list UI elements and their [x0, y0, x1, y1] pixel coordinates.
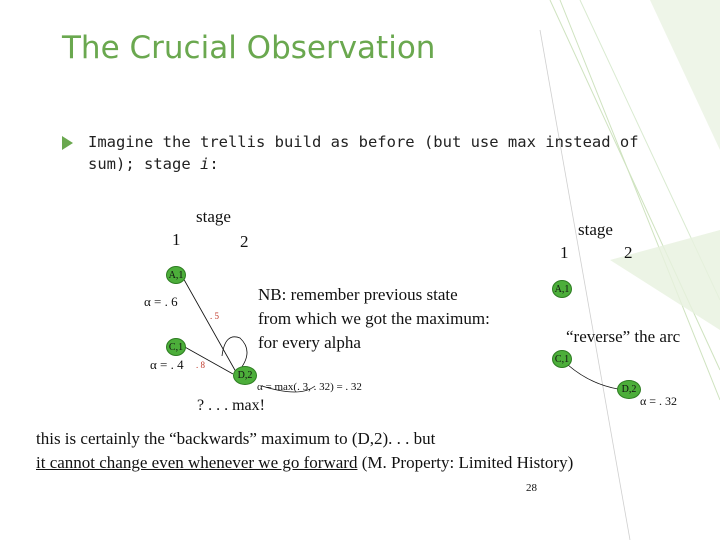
right-reverse-label: “reverse” the arc — [566, 327, 681, 346]
bullet-colon: : — [209, 155, 219, 173]
left-stage-num-2: 2 — [240, 232, 249, 251]
left-alpha-a: α = . 6 — [144, 294, 178, 309]
left-alpha-c: α = . 4 — [150, 357, 184, 372]
left-node-d2: D,2 — [233, 366, 257, 385]
left-node-a1: A,1 — [166, 266, 186, 284]
left-edge-label-a-d: . 5 — [210, 311, 219, 321]
right-stage-num-1: 1 — [560, 243, 569, 262]
right-stage-num-2: 2 — [624, 243, 633, 262]
bullet-main-text: Imagine the trellis build as before (but use max instead of sum); stage — [88, 133, 639, 173]
right-node-c1: C,1 — [552, 350, 572, 368]
right-alpha-d: α = . 32 — [640, 394, 678, 408]
right-node-a1: A,1 — [552, 280, 572, 298]
nb-note-line2: from which we got the maximum: — [258, 309, 490, 328]
left-node-c1: C,1 — [166, 338, 186, 356]
right-node-d2: D,2 — [617, 380, 641, 399]
slide-title: The Crucial Observation — [62, 30, 436, 66]
left-question: ? . . . max! — [197, 397, 265, 414]
left-stage-num-1: 1 — [172, 230, 181, 249]
right-stage-word: stage — [578, 220, 613, 239]
left-alpha-d: α = max(. 3, . 32) = . 32 — [257, 381, 362, 393]
bullet-italic-i: i — [200, 155, 210, 173]
footer-line1: this is certainly the “backwards” maximum to (D,2). . . but — [36, 429, 436, 448]
nb-note-line1: NB: remember previous state — [258, 285, 458, 304]
footer-rest-text: (M. Property: Limited History) — [357, 453, 574, 472]
left-edge-label-c-d: . 8 — [196, 360, 205, 370]
page-number: 28 — [526, 482, 537, 494]
footer-line2 — [36, 453, 573, 473]
nb-note-line3: for every alpha — [258, 333, 361, 352]
left-stage-word: stage — [196, 207, 231, 226]
footer-underlined-text: it cannot change even whenever we go forward — [36, 453, 358, 472]
